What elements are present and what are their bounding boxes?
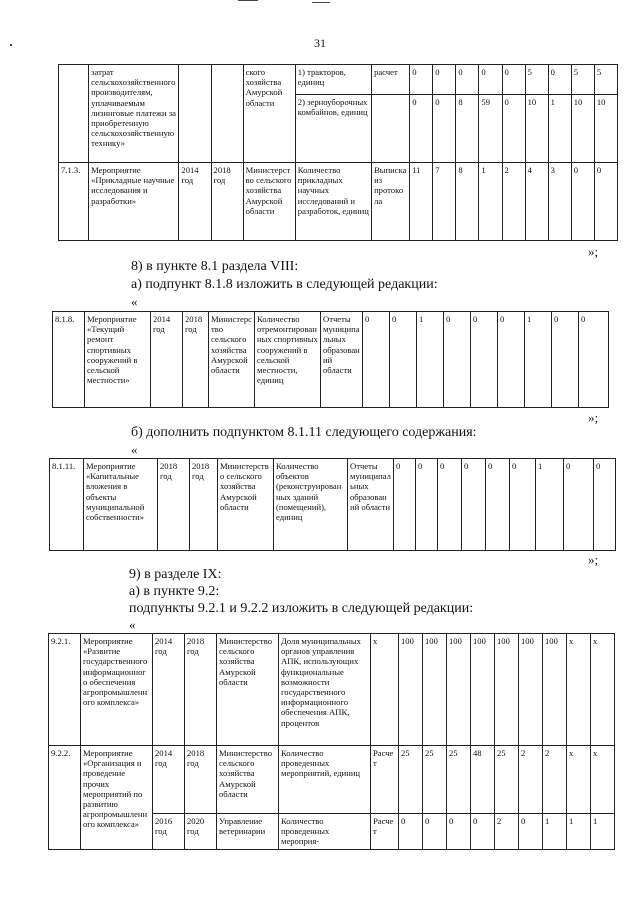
cell-value: х: [567, 746, 591, 814]
cell-value: 0: [447, 814, 471, 850]
cell-measure: Мероприятие «Прикладные научные исследования и разработки»: [89, 163, 179, 241]
cell-end: 2018 год: [211, 163, 243, 241]
paragraph: а) подпункт 8.1.8 изложить в следующей редакции:: [131, 277, 438, 292]
cell-value: 0: [444, 312, 471, 408]
cell-value: 0: [594, 459, 616, 551]
cell-executor: Министерство сельского хозяйства Амурской области: [243, 163, 295, 241]
cell-value: 100: [447, 634, 471, 746]
cell-value: 0: [498, 312, 525, 408]
cell-value: 1: [536, 459, 564, 551]
paragraph: подпункты 9.2.1 и 9.2.2 изложить в следующей редакции:: [129, 601, 474, 616]
cell-measure: Мероприятие «Капитальные вложения в объекты муниципальной собственности»: [84, 459, 158, 551]
cell-indicator: Доля муниципальных органов управления АПК, использующих функциональные возможности государственного информационного обеспечения АПК, процентов: [279, 634, 371, 746]
cell-num: 8.1.8.: [53, 312, 85, 408]
cell-indicator: Количество отремонтированных спортивных сооружений в сельской местности, единиц: [255, 312, 321, 408]
cell-value: 1: [567, 814, 591, 850]
cell-indicator: Количество проведенных мероприятий, единиц: [279, 746, 371, 814]
cell-end: 2018 год: [185, 746, 217, 814]
cell-executor: Министерство сельского хозяйства Амурской области: [209, 312, 255, 408]
cell-value: 0: [548, 65, 571, 95]
cell-value: 0: [394, 459, 416, 551]
table-7-1: [58, 64, 618, 241]
cell-measure: затрат сельскохозяйственного производителям, уплачиваемым лизинговые платежи за приобретенную сельскохозяйственную технику»: [89, 65, 179, 163]
cell-value: 0: [410, 65, 433, 95]
paragraph: б) дополнить подпунктом 8.1.11 следующего содержания:: [131, 425, 477, 440]
cell-value: 2: [502, 163, 525, 241]
cell-value: 2: [519, 746, 543, 814]
cell-indicator: 1) тракторов, единиц: [295, 65, 371, 95]
cell-value: 0: [423, 814, 447, 850]
cell-value: 100: [519, 634, 543, 746]
cell-value: 0: [564, 459, 594, 551]
cell-executor: Министерство сельского хозяйства Амурской области: [218, 459, 274, 551]
cell-value: 0: [510, 459, 536, 551]
cell-value: 10: [571, 95, 594, 163]
cell-value: х: [567, 634, 591, 746]
cell-value: 1: [543, 814, 567, 850]
scan-mark: [312, 2, 330, 3]
cell-value: 0: [416, 459, 438, 551]
quote-open: «: [129, 617, 136, 632]
cell-value: 3: [548, 163, 571, 241]
cell-value: 25: [495, 746, 519, 814]
cell-source: Отчеты муниципальных образований области: [321, 312, 363, 408]
cell-value: 25: [399, 746, 423, 814]
cell-executor: Министерство сельского хозяйства Амурской области: [217, 746, 279, 814]
cell-executor: ского хозяйства Амурской области: [243, 65, 295, 163]
cell-value: 0: [410, 95, 433, 163]
cell-value: 0: [479, 65, 502, 95]
cell-value: 5: [594, 65, 617, 95]
cell-value: 0: [552, 312, 579, 408]
cell-start: 2016 год: [153, 814, 185, 850]
cell-value: 59: [479, 95, 502, 163]
table-9-2: [48, 633, 615, 850]
cell-value: 100: [423, 634, 447, 746]
table-8-1-11: [49, 458, 616, 551]
cell-indicator: 2) зерноуборочных комбайнов, единиц: [295, 95, 371, 163]
table-row: [49, 746, 615, 814]
cell-value: 100: [543, 634, 567, 746]
cell-source: расчет: [372, 65, 410, 95]
cell-start: 2014 год: [151, 312, 183, 408]
cell-value: 0: [433, 65, 456, 95]
cell-end: 2018 год: [190, 459, 218, 551]
cell-value: 0: [502, 65, 525, 95]
cell-value: 4: [525, 163, 548, 241]
cell-num: 8.1.11.: [50, 459, 84, 551]
cell-value: 8: [456, 95, 479, 163]
cell-end: 2018 год: [185, 634, 217, 746]
cell-source: [372, 95, 410, 163]
cell-end: 2018 год: [183, 312, 209, 408]
cell-measure: Мероприятие «Развитие государственного информационного обеспечения агропромышленного комплекса»: [81, 634, 153, 746]
cell-value: х: [591, 634, 615, 746]
cell-source: Выписка из протокола: [372, 163, 410, 241]
page-number: 31: [314, 36, 326, 50]
cell-indicator: Количество проведенных мероприя-: [279, 814, 371, 850]
cell-value: 0: [438, 459, 462, 551]
cell-value: 48: [471, 746, 495, 814]
cell-value: 1: [591, 814, 615, 850]
table-row: [59, 65, 618, 95]
cell-value: 10: [525, 95, 548, 163]
cell-num: [59, 65, 89, 163]
paragraph: 9) в разделе IX:: [129, 567, 222, 582]
cell-value: 1: [417, 312, 444, 408]
cell-start: 2018 год: [158, 459, 190, 551]
quote-close: »;: [588, 410, 599, 425]
cell-value: 100: [399, 634, 423, 746]
cell-value: 0: [486, 459, 510, 551]
quote-open: «: [131, 294, 138, 309]
cell-num: 9.2.2.: [49, 746, 81, 850]
cell-value: 0: [399, 814, 423, 850]
table-row: [49, 634, 615, 746]
cell-end: [211, 65, 243, 163]
cell-value: 0: [462, 459, 486, 551]
cell-value: 2: [543, 746, 567, 814]
cell-value: 1: [479, 163, 502, 241]
cell-indicator: Количество прикладных научных исследований и разработок, единиц: [295, 163, 371, 241]
table-row: [50, 459, 616, 551]
cell-end: 2020 год: [185, 814, 217, 850]
cell-value: 0: [519, 814, 543, 850]
cell-indicator: Количество объектов (реконструированных зданий (помещений), единиц: [274, 459, 348, 551]
paragraph: а) в пункте 9.2:: [129, 584, 220, 599]
cell-executor: Министерство сельского хозяйства Амурской области: [217, 634, 279, 746]
cell-value: 0: [571, 163, 594, 241]
cell-value: 8: [456, 163, 479, 241]
cell-value: х: [591, 746, 615, 814]
cell-start: [179, 65, 211, 163]
cell-executor: Управление ветеринарии: [217, 814, 279, 850]
cell-source: Расчет: [371, 746, 399, 814]
cell-value: 0: [433, 95, 456, 163]
cell-start: 2014 год: [179, 163, 211, 241]
table-row: [59, 163, 618, 241]
cell-value: 25: [447, 746, 471, 814]
cell-num: 7.1.3.: [59, 163, 89, 241]
cell-value: 2: [495, 814, 519, 850]
cell-value: 0: [456, 65, 479, 95]
quote-close: »;: [588, 244, 599, 259]
cell-value: 0: [390, 312, 417, 408]
cell-value: 0: [363, 312, 390, 408]
cell-value: 100: [471, 634, 495, 746]
cell-value: 10: [594, 95, 617, 163]
cell-value: 0: [471, 814, 495, 850]
cell-value: 100: [495, 634, 519, 746]
cell-value: 5: [571, 65, 594, 95]
cell-measure: Мероприятие «Организация и проведение прочих мероприятий по развитию агропромышленного комплекса»: [81, 746, 153, 850]
table-8-1-8: [52, 311, 609, 408]
cell-value: 11: [410, 163, 433, 241]
cell-value: 0: [471, 312, 498, 408]
cell-value: 1: [525, 312, 552, 408]
cell-value: 5: [525, 65, 548, 95]
cell-value: 1: [548, 95, 571, 163]
cell-source: х: [371, 634, 399, 746]
cell-source: Расчет: [371, 814, 399, 850]
cell-value: 0: [502, 95, 525, 163]
quote-close: »;: [588, 552, 599, 567]
paragraph: 8) в пункте 8.1 раздела VIII:: [131, 259, 299, 274]
cell-value: 0: [594, 163, 617, 241]
quote-open: «: [131, 442, 138, 457]
cell-num: 9.2.1.: [49, 634, 81, 746]
cell-start: 2014 год: [153, 634, 185, 746]
cell-value: 0: [579, 312, 609, 408]
cell-measure: Мероприятие «Текущий ремонт спортивных сооружений в сельской местности»: [85, 312, 151, 408]
scan-mark: [10, 44, 12, 46]
cell-start: 2014 год: [153, 746, 185, 814]
cell-source: Отчеты муниципальных образований области: [348, 459, 394, 551]
cell-value: 7: [433, 163, 456, 241]
scan-mark: [238, 0, 258, 1]
cell-value: 25: [423, 746, 447, 814]
table-row: [53, 312, 609, 408]
